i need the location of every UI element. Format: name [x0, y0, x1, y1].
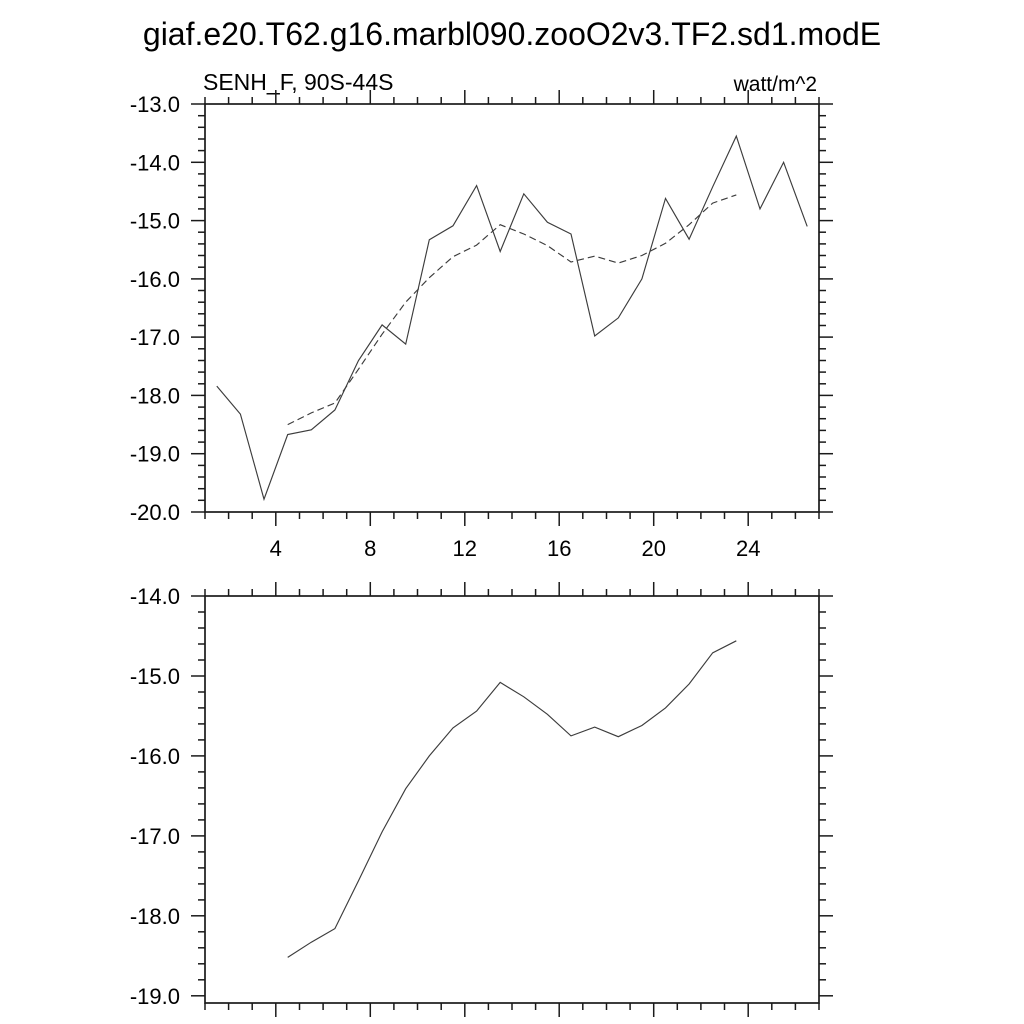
y-tick-label: -13.0: [129, 92, 180, 117]
plot-border: [205, 104, 819, 512]
y-tick-label: -14.0: [129, 584, 180, 609]
y-tick-label: -15.0: [129, 663, 180, 689]
y-tick-label: -17.0: [129, 325, 180, 351]
panel-top: [130, 90, 833, 561]
y-tick-label: -18.0: [129, 383, 180, 409]
y-tick-label: -18.0: [129, 903, 180, 929]
x-tick-label: 4: [269, 536, 282, 561]
series-solid-line: [217, 136, 807, 499]
y-tick-label: -20.0: [129, 500, 180, 525]
series-dashed-line: [288, 195, 737, 425]
panel-top-subtitle: SENH_F, 90S-44S: [203, 69, 394, 95]
x-tick-label: 12: [452, 536, 478, 561]
x-tick-label: 24: [735, 536, 761, 561]
y-tick-label: -14.0: [129, 150, 180, 176]
series-solid-line: [288, 641, 737, 958]
chart-title: giaf.e20.T62.g16.marbl090.zooO2v3.TF2.sd1.modE: [142, 16, 882, 52]
panel-bottom: [130, 582, 833, 1017]
x-tick-label: 20: [641, 536, 666, 561]
y-tick-label: -15.0: [129, 208, 180, 234]
y-tick-label: -19.0: [129, 983, 180, 1009]
y-tick-label: -16.0: [129, 743, 180, 769]
plot-border: [205, 596, 819, 1003]
x-tick-label: 16: [546, 536, 572, 561]
y-tick-label: -16.0: [129, 266, 180, 292]
panel-top-units-label: watt/m^2: [733, 73, 817, 96]
y-tick-label: -19.0: [129, 441, 180, 467]
y-ticks: [191, 596, 833, 996]
x-tick-label: 8: [364, 536, 377, 561]
y-tick-label: -17.0: [129, 823, 180, 849]
y-ticks: [191, 104, 833, 512]
